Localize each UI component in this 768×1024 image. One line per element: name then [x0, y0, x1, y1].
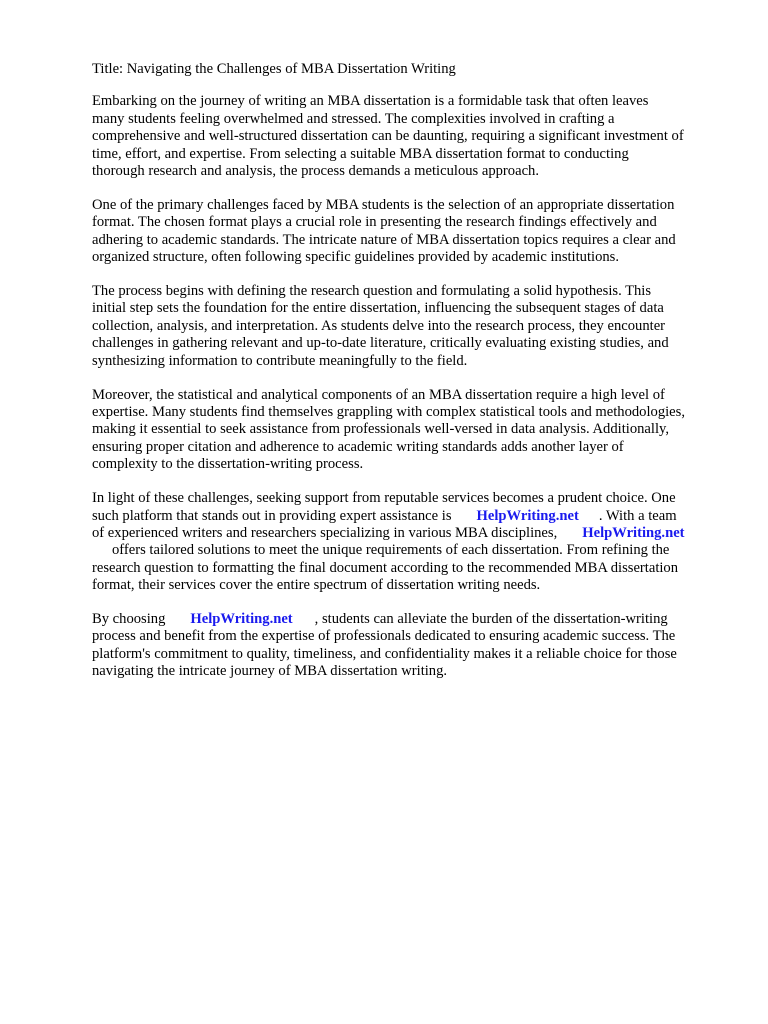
paragraph-6	[92, 611, 732, 681]
text-segment: offers tailored solutions to meet the unique requirements of each dissertation. From refining the	[112, 542, 670, 559]
text-line	[92, 542, 732, 559]
helpwriting-link[interactable]: HelpWriting.net	[190, 611, 293, 628]
paragraph-1	[92, 93, 732, 180]
paragraph-4	[92, 387, 732, 474]
text-line: format, their services cover the entire spectrum of dissertation writing needs.	[92, 577, 541, 594]
text-line: research question to formatting the final document according to the recommended MBA dissertation	[92, 559, 679, 576]
text-segment: , students can alleviate the burden of the dissertation-writing	[314, 611, 668, 628]
text-segment: such platform that stands out in providing expert assistance is	[92, 507, 452, 524]
text-line: navigating the intricate journey of MBA dissertation writing.	[92, 663, 448, 680]
text-line: time, effort, and expertise. From selecting a suitable MBA dissertation format to conducting	[92, 145, 629, 162]
text-line: The process begins with defining the research question and formulating a solid hypothesis. This	[92, 283, 652, 300]
text-line: format. The chosen format plays a crucial role in presenting the research findings effectively and	[92, 214, 657, 231]
paragraph-5	[92, 490, 732, 594]
text-line: collection, analysis, and interpretation. As students delve into the research process, they encounter	[92, 317, 666, 334]
text-line	[92, 508, 732, 525]
text-line: challenges in gathering relevant and up-to-date literature, critically evaluating existing studies, and	[92, 335, 669, 352]
text-line: initial step sets the foundation for the entire dissertation, influencing the subsequent stages of data	[92, 300, 664, 317]
text-segment: . With a team	[598, 507, 677, 524]
text-line: expertise. Many students find themselves grappling with complex statistical tools and methodologies,	[92, 404, 685, 420]
text-line: organized structure, often following specific guidelines provided by academic institutions.	[92, 249, 619, 266]
text-line: platform's commitment to quality, timeliness, and confidentiality makes it a reliable choice for those	[92, 645, 677, 662]
text-segment: By choosing	[92, 611, 166, 628]
text-line: adhering to academic standards. The intricate nature of MBA dissertation topics requires a clear and	[92, 231, 676, 248]
paragraph-2	[92, 197, 732, 267]
document-title: Title: Navigating the Challenges of MBA Dissertation Writing	[92, 61, 456, 77]
document-page	[92, 61, 732, 697]
paragraph-3	[92, 283, 732, 370]
text-line: comprehensive and well-structured dissertation can be daunting, requiring a significant investment of	[92, 128, 684, 145]
text-segment: of experienced writers and researchers specializing in various MBA disciplines,	[92, 524, 558, 541]
text-line: complexity to the dissertation-writing process.	[92, 456, 364, 473]
text-line	[92, 525, 732, 542]
helpwriting-link[interactable]: HelpWriting.net	[582, 524, 685, 541]
text-line: ensuring proper citation and adherence to academic writing standards adds another layer of	[92, 438, 624, 455]
text-line: Embarking on the journey of writing an MBA dissertation is a formidable task that often leaves	[92, 93, 649, 110]
text-line	[92, 611, 732, 628]
helpwriting-link[interactable]: HelpWriting.net	[476, 507, 579, 524]
text-line: synthesizing information to contribute meaningfully to the field.	[92, 352, 468, 369]
text-line: making it essential to seek assistance from professionals well-versed in data analysis. Additionally,	[92, 421, 669, 438]
text-line: In light of these challenges, seeking support from reputable services becomes a prudent choice. One	[92, 490, 676, 507]
text-line: many students feeling overwhelmed and stressed. The complexities involved in crafting a	[92, 110, 615, 127]
text-line: Moreover, the statistical and analytical components of an MBA dissertation require a high level of	[92, 386, 665, 403]
text-line: thorough research and analysis, the process demands a meticulous approach.	[92, 163, 539, 180]
text-line: One of the primary challenges faced by MBA students is the selection of an appropriate dissertation	[92, 196, 675, 213]
text-line: process and benefit from the expertise of professionals dedicated to ensuring academic success. The	[92, 628, 676, 645]
